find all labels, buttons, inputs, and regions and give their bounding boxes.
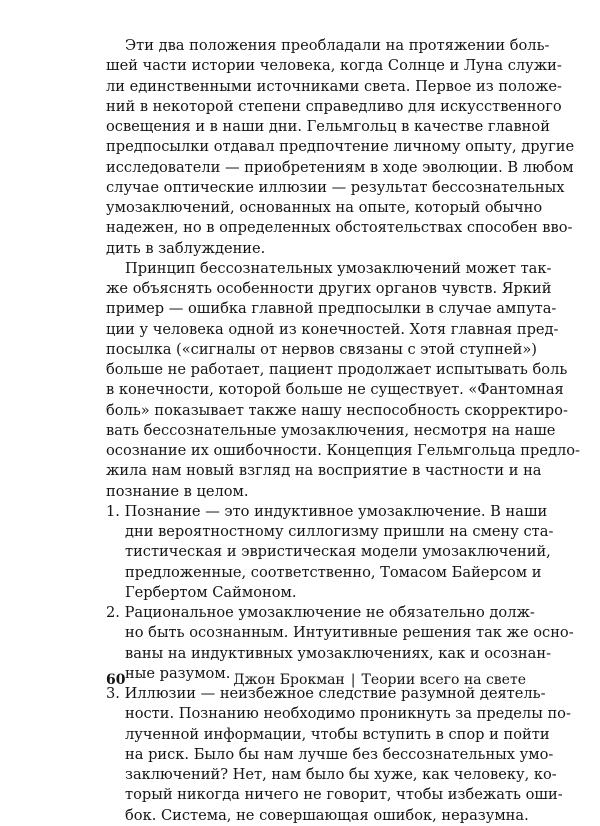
text-line: ности. Познанию необходимо проникнуть за пределы по-	[125, 705, 571, 723]
text-line: исследователи — приобретениям в ходе эволюции. В любом	[106, 158, 574, 176]
text-line: лученной информации, чтобы вступить в спор и пойти	[125, 725, 550, 743]
text-line: в конечности, которой больше не существует. «Фантомная	[106, 381, 564, 399]
text-line: вать бессознательные умозаключения, несмотря на наше	[106, 421, 556, 439]
page-footer	[106, 672, 526, 688]
text-line: ваны на индуктивных умозаключениях, как и осознан-	[125, 644, 552, 662]
text-line: бок. Система, не совершающая ошибок, неразумна.	[125, 806, 529, 824]
text-line: больше не работает, пациент продолжает испытывать боль	[106, 361, 568, 378]
text-line: умозаключений, основанных на опыте, который обычно	[106, 199, 543, 216]
paragraph-2	[106, 259, 580, 502]
text-line: Гербертом Саймоном.	[125, 583, 297, 601]
text-line: осознание их ошибочности. Концепция Гельмгольца предло-	[106, 442, 580, 459]
text-line: торый никогда ничего не говорит, чтобы избежать оши-	[125, 786, 563, 804]
text-line: ные разумом.	[125, 664, 231, 682]
text-line: посылка («сигналы от нервов связаны с этой ступней»)	[106, 340, 537, 358]
footer-separator: |	[350, 672, 356, 688]
text-line: дни вероятностному силлогизму пришли на смену ста-	[125, 523, 554, 540]
author-name: Джон Брокман	[233, 672, 345, 688]
text-line: предложенные, соответственно, Томасом Байерсом и	[125, 563, 542, 581]
text-line: жила нам новый взгляд на восприятие в частности и на	[106, 462, 542, 480]
text-line: боль» показывает также нашу неспособность скорректиро-	[106, 401, 568, 419]
text-line: ний в некоторой степени справедливо для искусственного	[106, 97, 562, 115]
text-line: познание в целом.	[106, 482, 249, 500]
running-footer	[233, 672, 526, 688]
text-line: пример — ошибка главной предпосылки в случае ампута-	[106, 300, 557, 318]
text-line: ции у человека одной из конечностей. Хотя главная пред-	[106, 320, 559, 338]
text-line: на риск. Было бы нам лучше без бессознательных умо-	[125, 745, 554, 763]
text-line: дить в заблуждение.	[106, 239, 266, 257]
text-line: 3. Иллюзии — неизбежное следствие разумной деятель-	[106, 685, 546, 702]
text-line: заключений? Нет, нам было бы хуже, как человеку, ко-	[125, 766, 557, 783]
paragraph-1	[106, 36, 575, 259]
text-line: 1. Познание — это индуктивное умозаключение. В наши	[106, 502, 548, 520]
text-line: Эти два положения преобладали на протяжении боль-	[125, 37, 550, 54]
body-text	[106, 36, 580, 826]
text-line: ли единственными источниками света. Первое из положе-	[106, 77, 562, 95]
text-line: освещения и в наши дни. Гельмгольц в качестве главной	[106, 118, 550, 135]
page-number: 60	[106, 672, 126, 688]
text-line: надежен, но в определенных обстоятельствах способен вво-	[106, 219, 573, 237]
list-item-3	[106, 684, 571, 826]
text-line: случае оптические иллюзии — результат бессознательных	[106, 178, 565, 196]
text-line: 2. Рациональное умозаключение не обязательно долж-	[106, 604, 535, 621]
list-item-1	[106, 502, 554, 603]
text-line: Принцип бессознательных умозаключений может так-	[125, 259, 552, 277]
text-line: но быть осознанным. Интуитивные решения так же осно-	[125, 624, 574, 642]
text-line: тистическая и эвристическая модели умозаключений,	[125, 543, 551, 561]
text-line: же объяснять особенности других органов чувств. Яркий	[106, 280, 552, 297]
text-line: шей части истории человека, когда Солнце и Луна служи-	[106, 57, 562, 75]
text-line: предпосылки отдавал предпочтение личному опыту, другие	[106, 138, 575, 156]
book-title: Теории всего на свете	[361, 672, 526, 688]
